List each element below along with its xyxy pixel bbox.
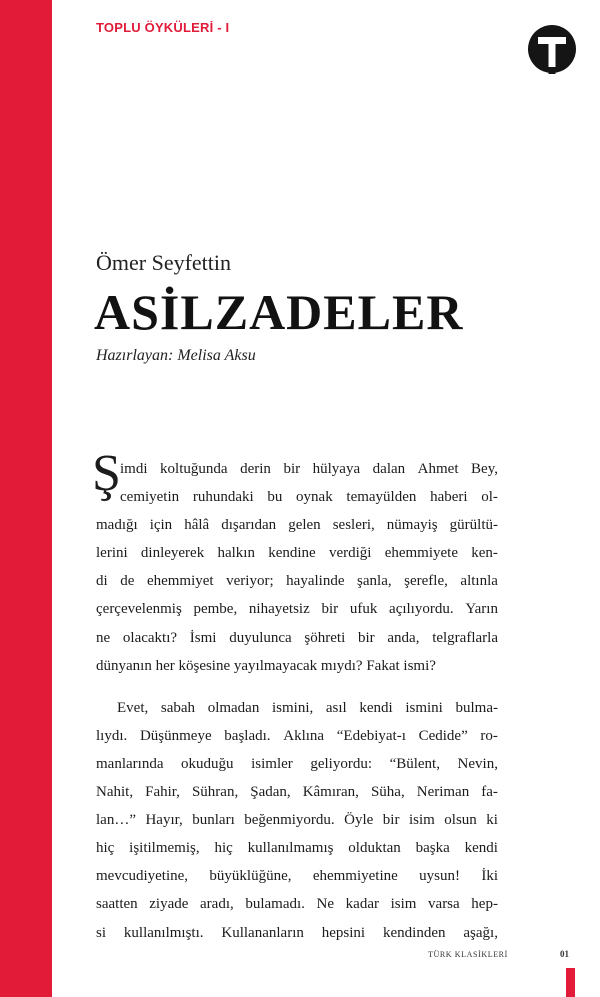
author-name: Ömer Seyfettin xyxy=(96,250,232,275)
prepared-by: Hazırlayan: Melisa Aksu xyxy=(96,347,256,364)
text-line: saatten ziyade aradı, bulamadı. Ne kadar isim varsa hep- xyxy=(96,896,498,913)
paragraph-2 xyxy=(96,694,498,947)
text-line: hiç işitilmemiş, hiç kullanılmamış olduktan başka kendi xyxy=(96,840,498,857)
story-body xyxy=(96,455,498,947)
story-title: ASİLZADELER xyxy=(94,284,464,340)
text-line: Evet, sabah olmadan ismini, asıl kendi ismini bulma- xyxy=(117,699,498,716)
footer-series-label: TÜRK KLASİKLERİ xyxy=(428,950,508,959)
drop-cap: Ş xyxy=(92,445,121,502)
red-spine-bar xyxy=(0,0,52,997)
text-line: lan…” Hayır, bunları beğenmiyordu. Öyle bir isim olsun ki xyxy=(96,812,498,829)
page-edge-tab xyxy=(566,968,575,997)
text-line: madığı için hâlâ dışarıdan gelen sesleri, nümayiş gürültü- xyxy=(96,517,498,534)
text-line: Nahit, Fahir, Sühran, Şadan, Kâmıran, Süha, Neriman fa- xyxy=(96,784,498,801)
page-number: 01 xyxy=(560,949,569,959)
text-line: mevcudiyetine, büyüklüğüne, ehemmiyetine uysun! İki xyxy=(96,868,498,885)
text-line: manlarında okuduğu isimler geliyordu: “Bülent, Nevin, xyxy=(96,755,498,772)
text-line: imdi koltuğunda derin bir hülyaya dalan Ahmet Bey, xyxy=(120,461,498,477)
publisher-t-logo-icon xyxy=(527,24,577,74)
text-line: di de ehemmiyet veriyor; hayalinde şanla, şerefle, altınla xyxy=(96,573,498,590)
text-line: lerini dinleyerek halkın kendine verdiği ehemmiyete ken- xyxy=(96,545,498,562)
text-line: ne olacaktı? İsmi duyulunca şöhreti bir anda, telgraflarla xyxy=(96,629,498,646)
text-line: si kullanılmıştı. Kullananların hepsini kendinden aşağı, xyxy=(96,924,498,941)
paragraph-1 xyxy=(96,455,498,680)
text-line: dünyanın her köşesine yayılmayacak mıydı? Fakat ismi? xyxy=(96,657,436,674)
text-line: çerçevelenmiş pembe, nihayetsiz bir ufuk açılıyordu. Yarın xyxy=(96,601,498,618)
text-line: lıydı. Düşünmeye başladı. Aklına “Edebiyat-ı Cedide” ro- xyxy=(96,727,498,744)
series-label: TOPLU ÖYKÜLERİ - I xyxy=(96,20,230,35)
text-line: cemiyetin ruhundaki bu oynak temayülden haberi ol- xyxy=(120,489,498,506)
